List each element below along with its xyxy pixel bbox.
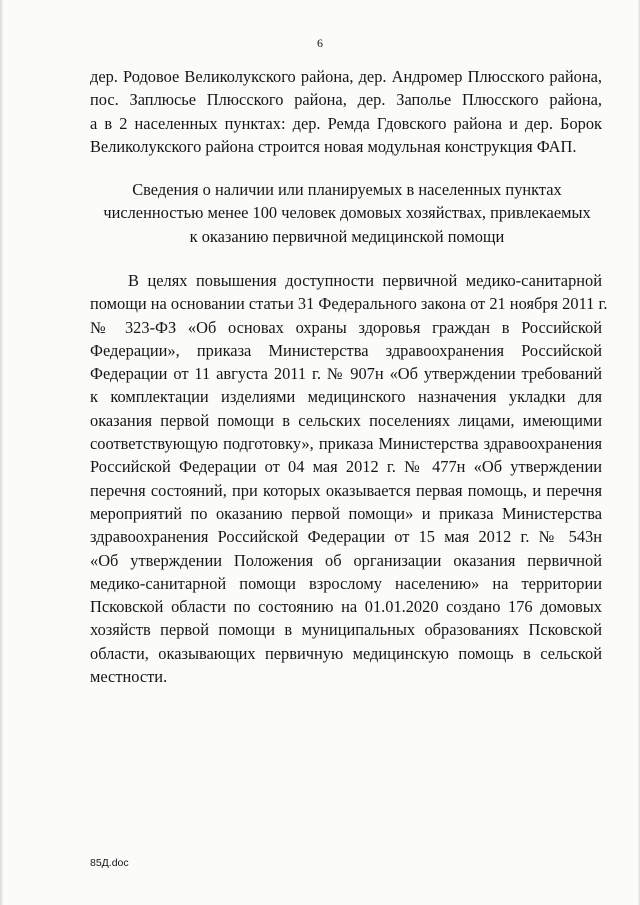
footer-filename: 85Д.doc: [90, 857, 129, 869]
text-line: № 323-ФЗ «Об основах охраны здоровья граждан в Российской: [90, 317, 602, 337]
text-line: помощи на основании статьи 31 Федерального закона от 21 ноября 2011 г.: [90, 294, 608, 314]
text-line: хозяйств первой помощи в муниципальных образованиях Псковской: [90, 620, 602, 640]
text-line: здравоохранения Российской Федерации от 15 мая 2012 г. № 543н: [90, 527, 602, 547]
text-line: Великолукского района строится новая модульная конструкция ФАП.: [90, 136, 577, 156]
text-line: к комплектации изделиями медицинского назначения укладки для: [90, 387, 602, 407]
heading-line: Сведения о наличии или планируемых в населенных пунктах: [132, 180, 562, 199]
text-line: Федерации», приказа Министерства здравоохранения Российской: [90, 340, 602, 360]
text-line: перечня состояний, при которых оказывается первая помощь, и перечня: [90, 480, 602, 500]
text-line: оказания первой помощи в сельских поселениях лицами, имеющими: [90, 410, 602, 430]
text-line: области, оказывающих первичную медицинскую помощь в сельской: [90, 643, 602, 663]
text-line: пос. Заплюсье Плюсского района, дер. Заполье Плюсского района,: [90, 90, 602, 110]
text-line: медико-санитарной помощи взрослому населению» на территории: [90, 573, 602, 593]
heading-line: численностью менее 100 человек домовых хозяйствах, привлекаемых: [103, 203, 591, 223]
section-heading: [80, 178, 614, 248]
text-line: местности.: [90, 667, 168, 687]
intro-paragraph: [90, 65, 602, 158]
text-line: Российской Федерации от 04 мая 2012 г. № 477н «Об утверждении: [90, 457, 602, 477]
text-line: соответствующую подготовку», приказа Министерства здравоохранения: [90, 434, 602, 454]
text-line: а в 2 населенных пунктах: дер. Ремда Гдовского района и дер. Борок: [90, 113, 602, 133]
text-line: дер. Родовое Великолукского района, дер. Андромер Плюсского района,: [90, 67, 602, 86]
heading-line: к оказанию первичной медицинской помощи: [189, 226, 505, 246]
text-line: Псковской области по состоянию на 01.01.2020 создано 176 домовых: [90, 597, 602, 617]
page-number: 6: [317, 36, 323, 50]
text-line: В целях повышения доступности первичной медико-санитарной: [128, 271, 602, 290]
text-line: мероприятий по оказанию первой помощи» и приказа Министерства: [90, 503, 602, 523]
scan-edge-left: [0, 0, 3, 905]
main-paragraph: [90, 269, 608, 688]
text-line: «Об утверждении Положения об организации оказания первичной: [90, 550, 602, 570]
text-line: Федерации от 11 августа 2011 г. № 907н «Об утверждении требований: [90, 364, 602, 384]
